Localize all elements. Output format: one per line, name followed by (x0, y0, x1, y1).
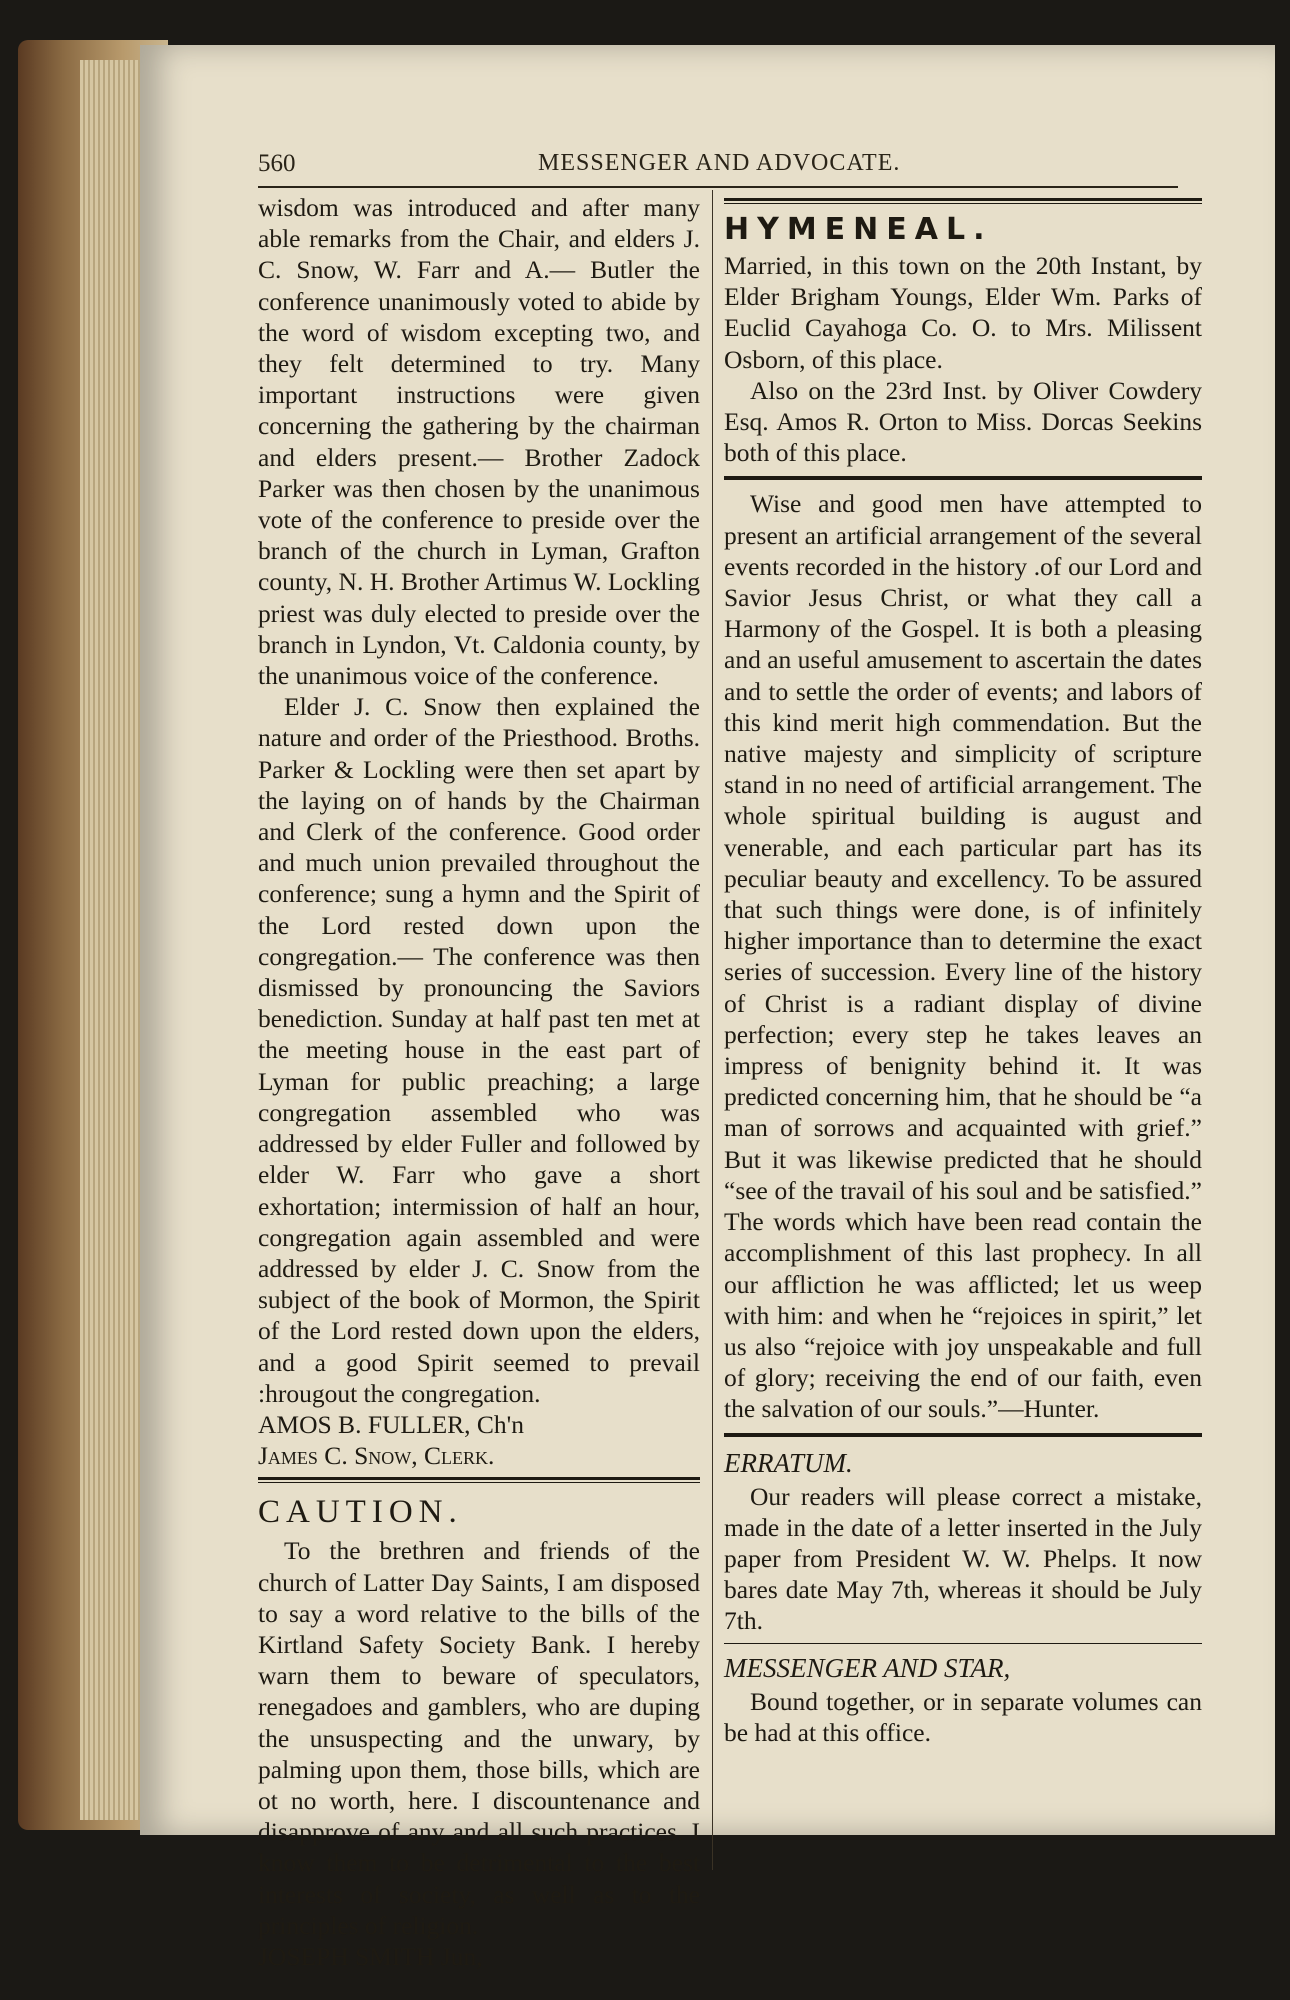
caution-body: To the brethren and friends of the church of Latter Day Saints, I am disposed to say a word relative to the bills of the Kirtland Safety Society Bank. I hereby warn them to beware of speculators, renegadoes and gamblers, who are duping the unsuspecting and the unwary, by palming upon them, those bills, which are ot no worth, here. I discountenance and disapprove of any and all such practices. I know them to be detrimental to the best interests of society, as well as to the principles of religion. (258, 1536, 700, 1940)
marriage-notice: Also on the 23rd Inst. by Oliver Cowdery Esq. Amos R. Orton to Miss. Dorcas Seekins both of this place. (724, 375, 1202, 468)
page-number: 560 (258, 150, 296, 177)
section-rule (724, 1643, 1202, 1644)
right-column (712, 192, 1202, 1748)
section-rule (724, 1433, 1202, 1437)
running-head: MESSENGER AND ADVOCATE. (538, 150, 901, 176)
section-rule (724, 476, 1202, 480)
section-rule (258, 1477, 700, 1483)
conference-paragraph: Elder J. C. Snow then explained the nature and order of the Priesthood. Broths. Parker & Lockling were then set apart by the laying on of hands by the Chairman and Clerk of the conference. Good order and much union prevailed throughout the conference; sung a hymn and the Spirit of the Lord rested down upon the congregation.— The conference was then dismissed by pronouncing the Saviors benediction. Sunday at half past ten met at the meeting house in the east part of Lyman for public preaching; a large congregation assembled who was addressed by elder Fuller and followed by elder W. Farr who gave a short exhortation; intermission of half an hour, congregation again assembled and were addressed by elder J. C. Snow from the subject of the book of Mormon, the Spirit of the Lord rested down upon the elders, and a good Spirit seemed to prevail :hrougout the congregation. (258, 692, 700, 1408)
harmony-article: Wise and good men have attempted to present an artificial arrangement of the several events recorded in the history .of our Lord and Savior Jesus Christ, or what they call a Harmony of the Gospel. It is both a pleasing and an useful amusement to ascertain the dates and to settle the order of events; and labors of this kind merit high commendation. But the native majesty and simplicity of scripture stand in no need of artificial arrangement. The whole spiritual building is august and venerable, and each particular part has its peculiar beauty and excellency. To be assured that such things were done, is of infinitely higher importance than to determine the exact series of succession. Every line of the history of Christ is a radiant display of divine perfection; every step he takes leaves an impress of benignity behind it. It was predicted concerning him, that he should be “a man of sorrows and acquainted with grief.” But it was likewise predicted that he should “see of the travail of his soul and be satisfied.” The words which have been read contain the accomplishment of this last prophecy. In all our affliction he was afflicted; let us weep with him: and when he “rejoices in spirit,” let us also “rejoice with joy unspeakable and full of glory; receiving the end of our faith, even the salvation of our souls.”—Hunter. (724, 489, 1202, 1424)
messenger-star-body: Bound together, or in separate volumes can be had at this office. (724, 1686, 1202, 1747)
caution-heading: CAUTION. (258, 1494, 463, 1531)
erratum-body: Our readers will please correct a mistake, made in the date of a letter inserted in the July paper from President W. W. Phelps. It now bares date May 7th, whereas it should be July 7th. (724, 1481, 1202, 1636)
caution-signature: JOSEPH SMITH Jun, (258, 1941, 483, 1971)
header-rule (258, 186, 1178, 188)
page-header (258, 150, 1258, 190)
messenger-star-heading: MESSENGER AND STAR, (724, 1652, 1011, 1683)
hymeneal-heading: HYMENEAL. (724, 212, 993, 247)
left-column (258, 192, 700, 1972)
erratum-heading: ERRATUM. (724, 1447, 853, 1478)
section-rule (724, 198, 1202, 204)
clerk-signature: James C. Snow, Clerk. (258, 1441, 495, 1471)
conference-paragraph: wisdom was introduced and after many able remarks from the Chair, and elders J. C. Snow, W. Farr and A.— Butler the conference unanimously voted to abide by the word of wisdom excepting two, and they felt determined to try. Many important instructions were given concerning the gathering by the chairman and elders present.— Brother Zadock Parker was then chosen by the unanimous vote of the conference to preside over the branch of the church in Lyman, Grafton county, N. H. Brother Artimus W. Lockling priest was duly elected to preside over the branch in Lyndon, Vt. Caldonia county, by the unanimous voice of the conference. (258, 193, 700, 691)
marriage-notice: Married, in this town on the 20th Instant, by Elder Brigham Youngs, Elder Wm. Parks of Euclid Cayahoga Co. O. to Mrs. Milissent Osborn, of this place. (724, 251, 1202, 374)
chairman-signature: AMOS B. FULLER, Ch'n (258, 1409, 525, 1439)
